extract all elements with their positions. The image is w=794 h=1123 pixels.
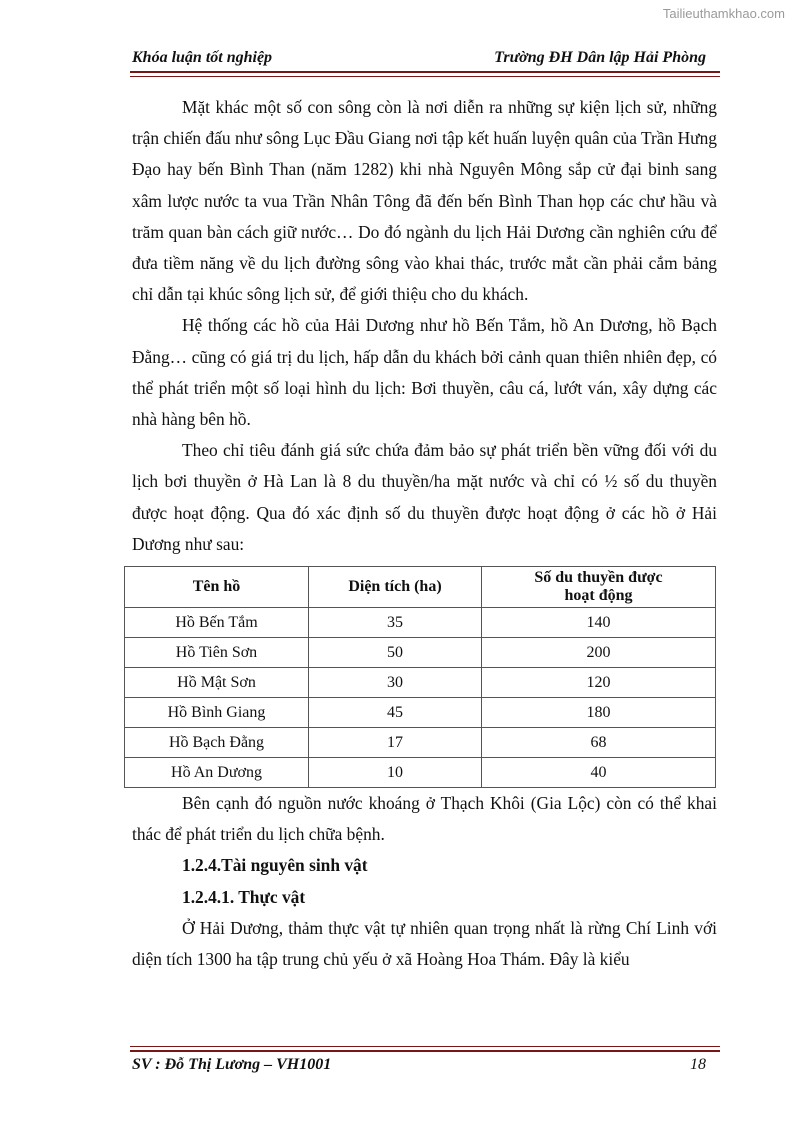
section-heading: 1.2.4.Tài nguyên sinh vật: [182, 855, 368, 876]
page-footer: [132, 1056, 706, 1078]
table-cell: Hồ Bến Tắm: [125, 608, 309, 638]
table-cell: 120: [482, 668, 716, 698]
table-header-cell: Diện tích (ha): [309, 567, 482, 608]
table-row: [125, 638, 716, 668]
table-row: [125, 698, 716, 728]
document-body: [132, 92, 717, 975]
paragraph-lakes: Hệ thống các hồ của Hải Dương như hồ Bến Tắm, hồ An Dương, hồ Bạch Đằng… cũng có giá trị du lịch, hấp dẫn du khách bởi cảnh quan thiên nhiên đẹp, có thể phát triển một số loại hình du lịch: Bơi thuyền, câu cá, lướt ván, xây dựng các nhà hàng bên hồ.: [132, 315, 717, 430]
table-cell: Hồ Mật Sơn: [125, 668, 309, 698]
table-cell: Hồ An Dương: [125, 758, 309, 788]
table-cell: 180: [482, 698, 716, 728]
table-cell: Hồ Bình Giang: [125, 698, 309, 728]
subsection-heading: 1.2.4.1. Thực vật: [182, 886, 306, 907]
watermark: Tailieuthamkhao.com: [662, 6, 785, 21]
header-right-title: Trường ĐH Dân lập Hải Phòng: [494, 49, 706, 66]
table-cell: 50: [309, 638, 482, 668]
table-header-cell: Tên hồ: [125, 567, 309, 608]
table-header-row: [125, 567, 716, 608]
page-number: 18: [690, 1056, 706, 1073]
header-rule: [130, 71, 720, 77]
paragraph-boating: Theo chỉ tiêu đánh giá sức chứa đảm bảo sự phát triển bền vững đối với du lịch bơi thuyền ở Hà Lan là 8 du thuyền/ha mặt nước và chỉ có ½ số du thuyền được hoạt động. Qua đó xác định số du thuyền được hoạt động ở các hồ ở Hải Dương như sau:: [132, 440, 717, 554]
table-cell: 140: [482, 608, 716, 638]
table-cell: 40: [482, 758, 716, 788]
paragraph-vegetation: Ở Hải Dương, thảm thực vật tự nhiên quan trọng nhất là rừng Chí Linh với diện tích 1300 ha tập trung chủ yếu ở xã Hoàng Hoa Thám. Đây là kiểu: [132, 917, 717, 970]
table-cell: 200: [482, 638, 716, 668]
table-cell: Hồ Tiên Sơn: [125, 638, 309, 668]
paragraph-history: Mặt khác một số con sông còn là nơi diễn ra những sự kiện lịch sử, những trận chiến đấu như sông Lục Đầu Giang nơi tập kết huấn luyện quân của Trần Hưng Đạo hay bến Bình Than (năm 1282) khi nhà Nguyên Mông sắp cử đại binh sang xâm lược nước ta vua Trần Nhân Tông đã đến bến Bình Than họp các chư hầu và trăm quan bàn cách giữ nước… Do đó ngành du lịch Hải Dương cần nghiên cứu để đưa tiềm năng về du lịch đường sông vào khai thác, trước mắt cần phải cắm bảng chỉ dẫn tại khúc sông lịch sử, để giới thiệu cho du khách.: [132, 97, 717, 305]
lake-boat-table: [124, 566, 716, 788]
table-cell: 17: [309, 728, 482, 758]
paragraph-mineral-water: Bên cạnh đó nguồn nước khoáng ở Thạch Khôi (Gia Lộc) còn có thể khai thác để phát triển du lịch chữa bệnh.: [132, 793, 717, 845]
table-row: [125, 728, 716, 758]
header-left-title: Khóa luận tốt nghiệp: [132, 49, 273, 66]
page-header: [132, 49, 706, 71]
table-cell: 35: [309, 608, 482, 638]
table-header-cell: Số du thuyền được hoạt động: [482, 567, 716, 608]
table-cell: Hồ Bạch Đằng: [125, 728, 309, 758]
table-cell: 10: [309, 758, 482, 788]
table-cell: 68: [482, 728, 716, 758]
footer-author: SV : Đỗ Thị Lương – VH1001: [132, 1056, 332, 1073]
table-row: [125, 668, 716, 698]
table-row: [125, 608, 716, 638]
table-row: [125, 758, 716, 788]
table-cell: 30: [309, 668, 482, 698]
table-cell: 45: [309, 698, 482, 728]
footer-rule: [130, 1046, 720, 1052]
